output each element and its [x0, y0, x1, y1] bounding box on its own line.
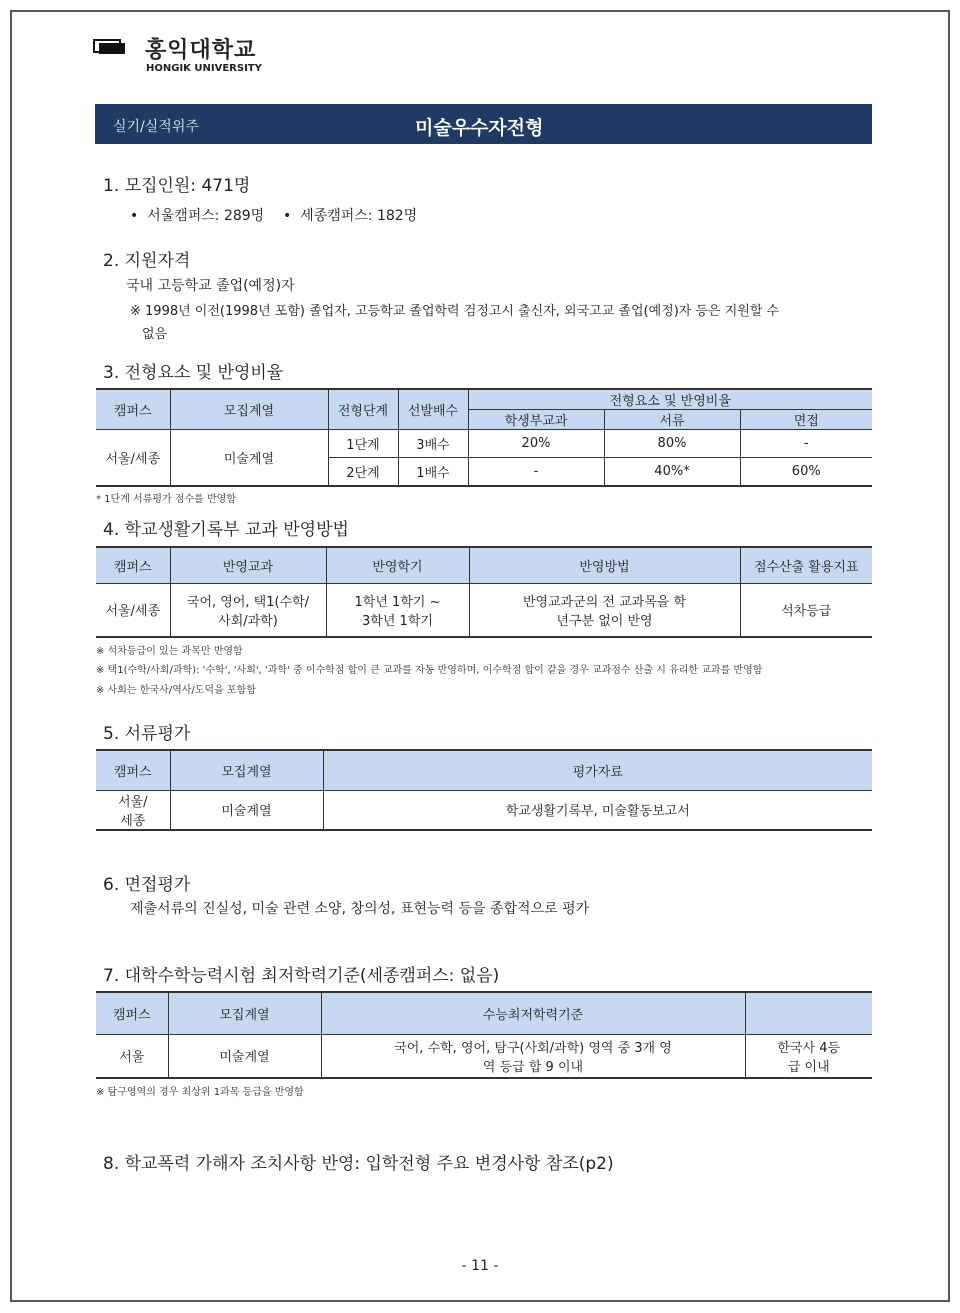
cell-docs: 80%: [604, 430, 740, 458]
cell-interview: 60%: [740, 458, 872, 486]
section-5-heading: 5. 서류평가: [103, 724, 191, 744]
cell-docs: 40%*: [604, 458, 740, 486]
interview-text: 제출서류의 진실성, 미술 관련 소양, 창의성, 표현능력 등을 종합적으로 평가: [130, 901, 590, 917]
header-campus: 캠퍼스: [96, 992, 168, 1034]
header-elements: 전형요소 및 반영비율: [468, 389, 872, 410]
csat-minimum-table: [96, 991, 872, 1079]
cell-method: 반영교과군의 전 교과목을 학년구분 없이 반영: [469, 583, 740, 637]
bullet-text: 서울캠퍼스: 289명: [147, 208, 265, 224]
eligibility-note: ※ 1998년 이전(1998년 포함) 졸업자, 고등학교 졸업학력 검정고시 출신자, 외국고교 졸업(예정)자 등은 지원할 수: [130, 304, 780, 319]
document-eval-table: [96, 749, 872, 831]
cell-stage: 2단계: [328, 458, 398, 486]
university-logo-icon: [93, 38, 133, 55]
cell-campus: 서울/세종: [96, 430, 170, 486]
table-7-note: ※ 탐구영역의 경우 최상위 1과목 등급을 반영함: [96, 1087, 304, 1098]
cell-history: 한국사 4등급 이내: [745, 1034, 872, 1078]
section-6-heading: 6. 면접평가: [103, 875, 191, 895]
record-method-table: [96, 546, 872, 638]
header-major: 모집계열: [170, 750, 323, 790]
cell-criteria: 국어, 수학, 영어, 탐구(사회/과학) 영역 중 3개 영역 등급 합 9 이내: [321, 1034, 745, 1078]
logo-name-english: HONGIK UNIVERSITY: [146, 63, 262, 74]
cell-record: -: [468, 458, 604, 486]
cell-subjects: 국어, 영어, 택1(수학/사회/과학): [170, 583, 326, 637]
eligibility-note-cont: 없음: [142, 327, 168, 342]
header-docs: 서류: [604, 410, 740, 430]
section-4-heading: 4. 학교생활기록부 교과 반영방법: [103, 520, 349, 540]
bullet-text: 세종캠퍼스: 182명: [300, 208, 418, 224]
cell-multiple: 3배수: [398, 430, 468, 458]
title-banner: [95, 104, 872, 144]
header-materials: 평가자료: [323, 750, 872, 790]
page-number: - 11 -: [461, 1258, 499, 1274]
selection-ratio-table: [96, 388, 872, 487]
header-record: 학생부교과: [468, 410, 604, 430]
table-4-note: ※ 택1(수학/사회/과학): '수학', '사회', '과학' 중 이수학점 합이 큰 교과를 자동 반영하며, 이수학점 합이 같을 경우 교과점수 산출 시 유리한 교과를 반영함: [96, 665, 763, 676]
cell-campus: 서울: [96, 1034, 168, 1078]
table-3-note: * 1단계 서류평가 점수를 반영함: [96, 494, 236, 505]
header-blank: [745, 992, 872, 1034]
cell-major: 미술계열: [170, 430, 328, 486]
header-subjects: 반영교과: [170, 547, 326, 583]
cell-campus: 서울/세종: [96, 790, 170, 830]
section-2-heading: 2. 지원자격: [103, 251, 191, 271]
section-8-heading: 8. 학교폭력 가해자 조치사항 반영: 입학전형 주요 변경사항 참조(p2): [103, 1154, 614, 1174]
table-row: [96, 583, 872, 637]
section-1-heading: 1. 모집인원: 471명: [103, 176, 251, 196]
header-criteria: 수능최저학력기준: [321, 992, 745, 1034]
header-multiple: 선발배수: [398, 389, 468, 430]
header-major: 모집계열: [168, 992, 321, 1034]
cell-stage: 1단계: [328, 430, 398, 458]
table-row: [96, 1034, 872, 1078]
header-campus: 캠퍼스: [96, 750, 170, 790]
header-major: 모집계열: [170, 389, 328, 430]
sejong-quota: • 세종캠퍼스: 182명: [283, 208, 418, 224]
header-interview: 면접: [740, 410, 872, 430]
table-4-note: ※ 석차등급이 있는 과목만 반영함: [96, 646, 243, 657]
header-terms: 반영학기: [326, 547, 469, 583]
table-row: [96, 790, 872, 830]
banner-title: 미술우수자전형: [415, 117, 544, 139]
cell-campus: 서울/세종: [96, 583, 170, 637]
cell-terms: 1학년 1학기 ~ 3학년 1학기: [326, 583, 469, 637]
logo-name-korean: 홍익대학교: [145, 38, 257, 63]
cell-materials: 학교생활기록부, 미술활동보고서: [323, 790, 872, 830]
table-4-note: ※ 사회는 한국사/역사/도덕을 포함함: [96, 685, 256, 696]
header-stage: 전형단계: [328, 389, 398, 430]
header-campus: 캠퍼스: [96, 389, 170, 430]
header-campus: 캠퍼스: [96, 547, 170, 583]
banner-category: 실기/실적위주: [113, 119, 199, 135]
section-3-heading: 3. 전형요소 및 반영비율: [103, 363, 284, 383]
cell-index: 석차등급: [740, 583, 872, 637]
cell-record: 20%: [468, 430, 604, 458]
cell-interview: -: [740, 430, 872, 458]
section-7-heading: 7. 대학수학능력시험 최저학력기준(세종캠퍼스: 없음): [103, 966, 500, 986]
header-index: 점수산출 활용지표: [740, 547, 872, 583]
cell-major: 미술계열: [168, 1034, 321, 1078]
seoul-quota: • 서울캠퍼스: 289명: [130, 208, 265, 224]
cell-multiple: 1배수: [398, 458, 468, 486]
eligibility-text: 국내 고등학교 졸업(예정)자: [126, 278, 295, 294]
cell-major: 미술계열: [170, 790, 323, 830]
header-method: 반영방법: [469, 547, 740, 583]
table-row: [96, 430, 872, 458]
